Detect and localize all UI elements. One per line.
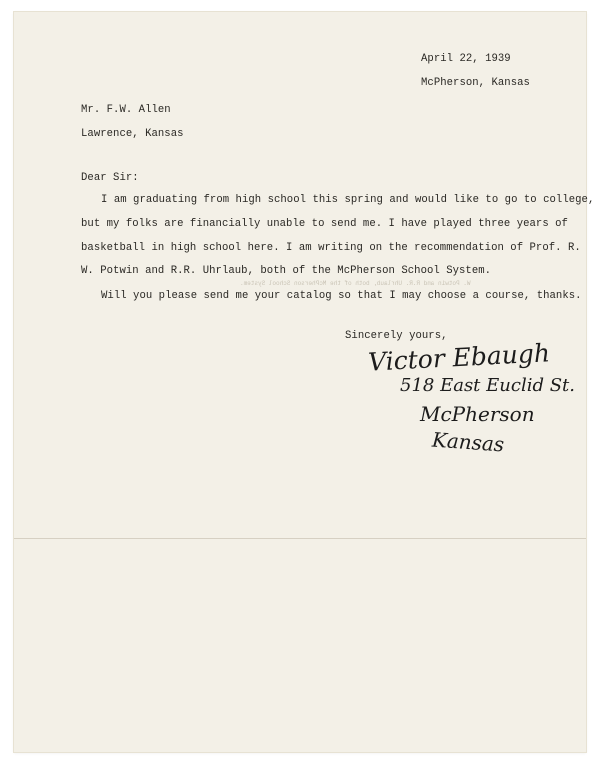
show-through-text: W. Potwin and R.R. Uhrlaub, both of the McPherson School System.	[240, 280, 471, 287]
body-line: basketball in high school here. I am writing on the recommendation of Prof. R.	[81, 242, 581, 254]
letter-place: McPherson, Kansas	[421, 77, 530, 89]
signature-address-state: Kansas	[431, 427, 505, 457]
letter-date: April 22, 1939	[421, 53, 511, 65]
recipient-name: Mr. F.W. Allen	[81, 104, 171, 116]
fold-line	[14, 538, 586, 539]
body-line: W. Potwin and R.R. Uhrlaub, both of the McPherson School System.	[81, 265, 492, 277]
body-line: but my folks are financially unable to send me. I have played three years of	[81, 218, 568, 230]
recipient-city: Lawrence, Kansas	[81, 128, 184, 140]
salutation: Dear Sir:	[81, 172, 139, 184]
body-line: I am graduating from high school this spring and would like to go to college,	[101, 194, 595, 206]
closing: Sincerely yours,	[345, 330, 448, 342]
body-line: Will you please send me your catalog so that I may choose a course, thanks.	[101, 290, 582, 302]
signature-address-street: 518 East Euclid St.	[400, 375, 575, 396]
signature-name: Victor Ebaugh	[367, 338, 551, 377]
signature-address-city: McPherson	[420, 402, 535, 426]
